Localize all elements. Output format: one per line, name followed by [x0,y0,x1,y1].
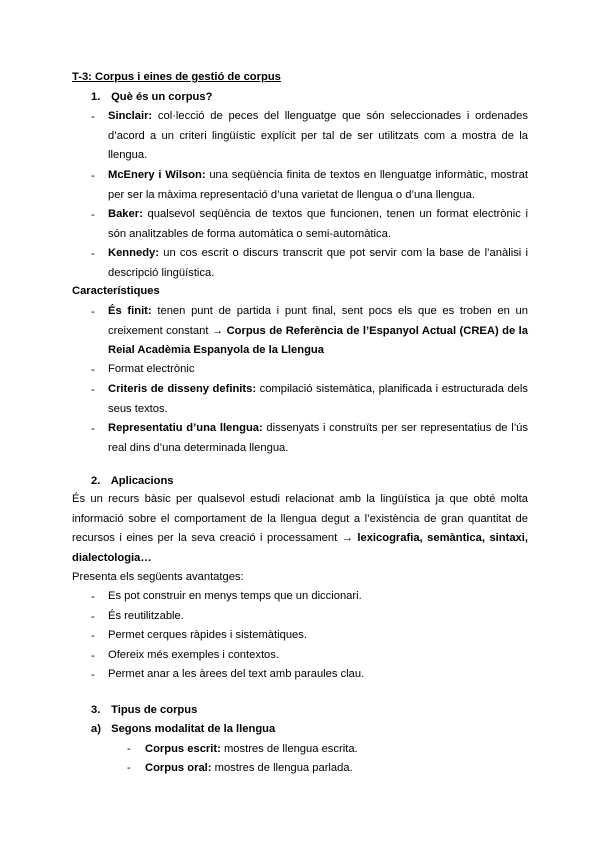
definition-text: qualsevol seqüència de textos que funcionen, tenen un format electrònic i són analitzables de forma automàtica o semi-automàtica. [108,208,528,240]
characteristics-heading: Característiques [72,285,160,297]
subsection-heading-a [91,723,275,735]
corpus-type-item [145,762,353,774]
corpus-type-term: Corpus oral: [145,762,212,774]
corpus-type-text: mostres de llengua escrita. [220,743,358,755]
characteristic-term: És finit: [108,305,152,317]
bullet-dash: - [91,306,95,318]
bullet-dash: - [91,611,95,623]
crea-reference: Corpus de Referència de l’Espanyol Actual (CREA) de la Reial Acadèmia Espanyola de la Llengua [108,324,528,356]
definition-item [108,166,528,205]
characteristic-item [108,360,528,380]
page-title: T-3: Corpus i eines de gestió de corpus [72,71,281,83]
definition-author: McEnery i Wilson: [108,169,206,181]
section-number: 1. [91,91,101,103]
corpus-type-term: Corpus escrit: [145,743,221,755]
bullet-dash: - [91,669,95,681]
characteristic-text: dissenyats i construïts per ser representatius de l’ús real dins d’una determinada llengua. [108,422,529,454]
bullet-dash: - [91,384,95,396]
advantage-item: Permet cerques ràpides i sistemàtiques. [108,629,307,641]
corpus-type-item [145,743,358,755]
definition-item [108,205,528,244]
paragraph-bold: lexicografia, semàntica, sintaxi, dialectologia… [72,532,528,564]
definition-author: Sinclair: [108,110,153,122]
advantage-item: És reutilitzable. [108,610,184,622]
characteristic-text: tenen punt de partida i punt final, sent pocs els que es troben en un creixement constant → [108,305,528,337]
definition-text: un cos escrit o discurs transcrit que pot servir com la base de l’anàlisi i descripció lingüística. [108,247,528,279]
advantage-item: Ofereix més exemples i contextos. [108,649,279,661]
section-title: Què és un corpus? [111,91,213,103]
bullet-dash: - [91,630,95,642]
characteristic-term: Representatiu d’una llengua: [108,422,263,434]
advantage-item: Permet anar a les àrees del text amb paraules clau. [108,668,365,680]
definition-author: Baker: [108,208,143,220]
bullet-dash: - [91,248,95,260]
section-heading-2 [91,475,174,487]
subsection-marker: a) [91,723,101,735]
characteristic-item [108,302,528,361]
paragraph-text: És un recurs bàsic per qualsevol estudi relacionat amb la lingüística ja que obté molta informació sobre el comportament de la llengua degut a l’existència de gran quantitat de recursos i eines per la seva creació i processament → [72,493,528,544]
section-number: 3. [91,704,101,716]
applications-paragraph [72,490,528,568]
characteristic-text: compilació sistemàtica, planificada i estructurada dels seus textos. [108,383,528,415]
bullet-dash: - [127,762,131,774]
advantage-item: Es pot construir en menys temps que un diccionari. [108,590,362,602]
section-number: 2. [91,475,101,487]
subsection-title: Segons modalitat de la llengua [111,723,276,735]
characteristic-item [108,380,528,419]
section-heading-1 [91,91,212,103]
definition-text: una seqüència finita de textos en llenguatge informàtic, mostrat per ser la màxima representació d’una varietat de llengua o d’una llengua. [108,169,528,201]
bullet-dash: - [127,743,131,755]
definition-text: col·lecció de peces del llenguatge que són seleccionades i ordenades d’acord a un criteri lingüístic explícit per tal de ser utilitzats com a mostra de la llengua. [108,110,528,161]
definition-author: Kennedy: [108,247,159,259]
definition-item [108,244,528,283]
section-title: Tipus de corpus [111,704,198,716]
section-heading-3 [91,704,197,716]
definition-item [108,107,528,166]
characteristic-item [108,419,528,458]
bullet-dash: - [91,650,95,662]
characteristic-text: Format electrònic [108,363,195,375]
bullet-dash: - [91,364,95,376]
section-title: Aplicacions [110,475,174,487]
corpus-type-text: mostres de llengua parlada. [211,762,353,774]
bullet-dash: - [91,170,95,182]
bullet-dash: - [91,209,95,221]
advantages-intro: Presenta els següents avantatges: [72,571,244,583]
bullet-dash: - [91,111,95,123]
bullet-dash: - [91,423,95,435]
bullet-dash: - [91,591,95,603]
characteristic-term: Criteris de disseny definits: [108,383,257,395]
